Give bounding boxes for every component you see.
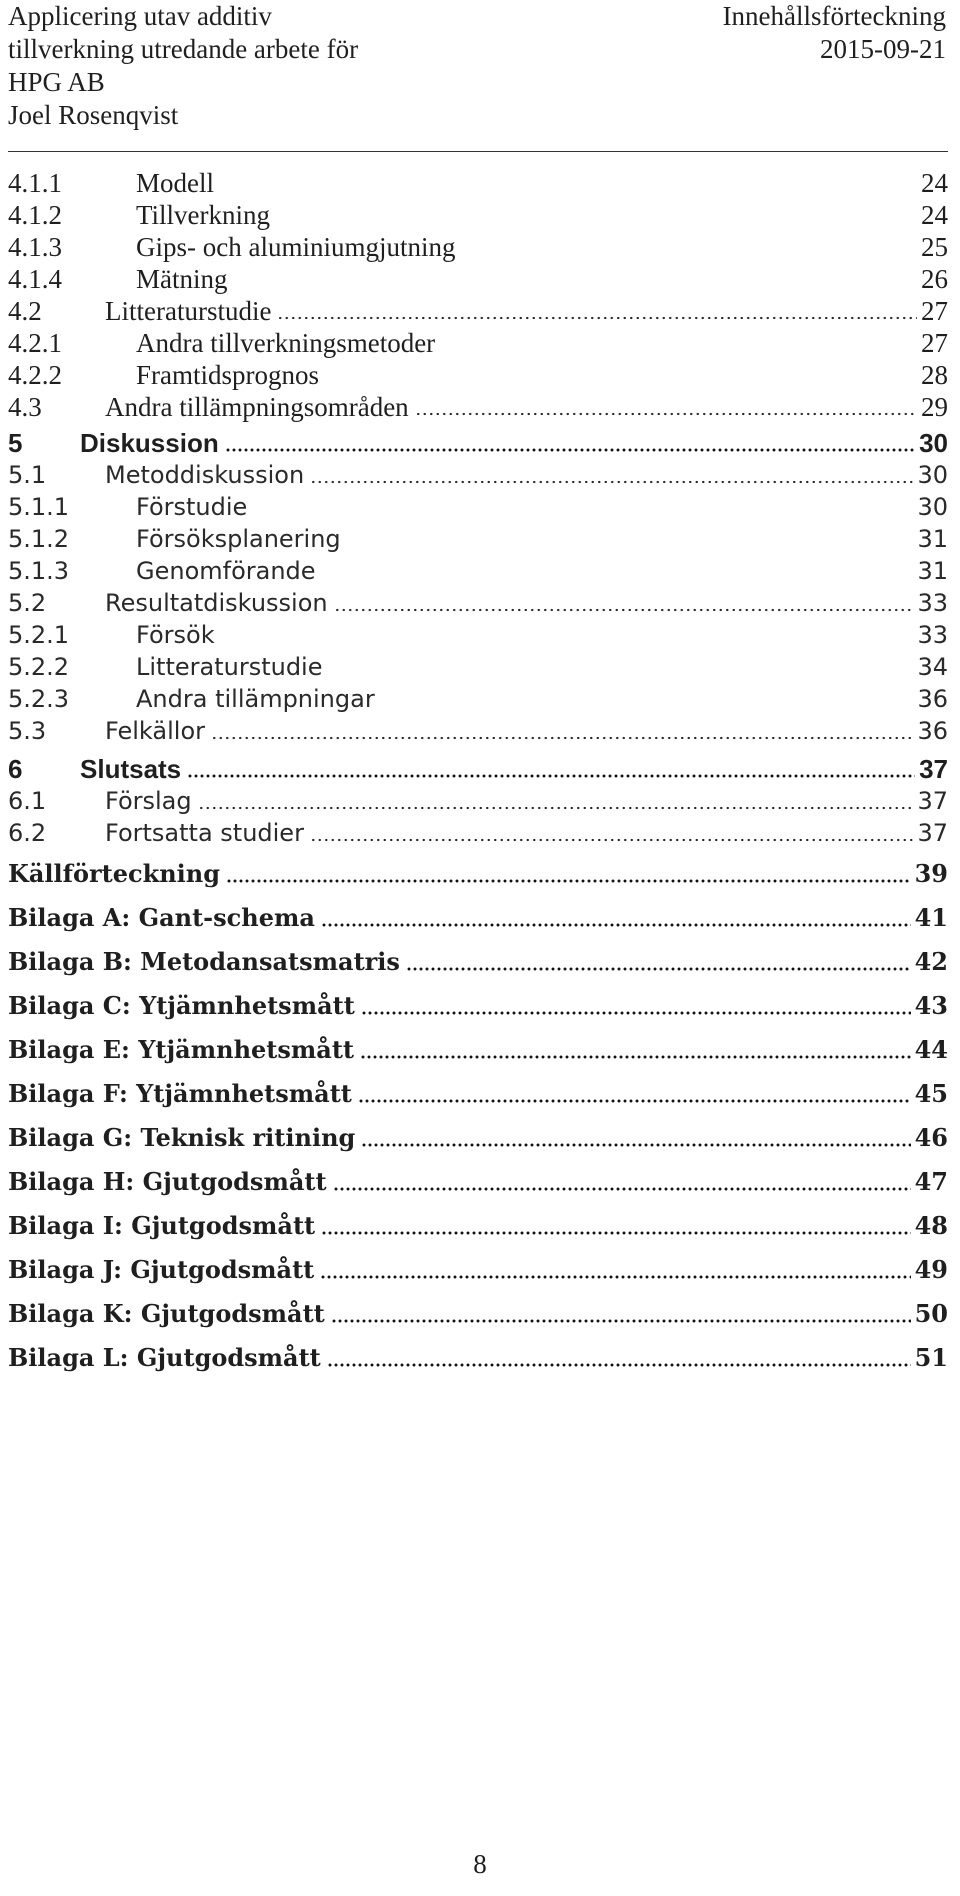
toc-entry-title: Bilaga K: Gjutgodsmått [8,1299,325,1328]
toc-entry-page: 24 [921,168,948,198]
toc-entry-page: 48 [914,1211,948,1240]
toc-entry-page: 30 [917,461,948,489]
toc-entry[interactable] [8,230,948,264]
toc-entry[interactable] [8,522,948,556]
toc-entry-page: 37 [917,787,948,815]
toc-entry[interactable] [8,326,948,360]
toc-entry-title: Försöksplanering [136,525,341,553]
toc-dot-leader [321,1231,910,1235]
toc-entry-page: 33 [917,621,948,649]
toc-entry-number: 4.1.1 [8,168,62,198]
toc-entry[interactable] [8,945,948,979]
running-header [8,0,946,132]
toc-entry-page: 31 [917,525,948,553]
toc-entry-number: 4.2.1 [8,328,62,358]
toc-entry-title: Litteraturstudie [105,296,272,326]
toc-dot-leader [225,448,915,452]
toc-entry[interactable] [8,198,948,232]
toc-entry-title: Andra tillämpningsområden [105,392,409,422]
toc-dot-leader [198,806,914,810]
toc-entry-page: 39 [914,859,948,888]
toc-entry-title: Bilaga H: Gjutgodsmått [8,1167,327,1196]
toc-entry-title: Källförteckning [8,859,221,888]
toc-entry-page: 49 [914,1255,948,1284]
header-doc-title-line-2: tillverkning utredande arbete för [8,34,359,64]
toc-entry[interactable] [8,989,948,1023]
toc-entry-page: 29 [921,392,948,422]
toc-entry-page: 37 [917,819,948,847]
toc-entry[interactable] [8,586,948,620]
toc-dot-leader [320,1275,910,1279]
toc-entry[interactable] [8,1033,948,1067]
toc-entry-page: 42 [914,947,948,976]
toc-entry-page: 46 [914,1123,948,1152]
toc-entry[interactable] [8,390,948,424]
toc-dot-leader [310,838,914,842]
toc-entry-title: Bilaga G: Teknisk ritining [8,1123,356,1152]
toc-dot-leader [211,736,913,740]
toc-entry-number: 5 [8,428,23,458]
header-date: 2015-09-21 [820,34,946,64]
toc-entry[interactable] [8,682,948,716]
toc-entry-title: Bilaga A: Gant-schema [8,903,315,932]
toc-entry-title: Förstudie [136,493,248,521]
toc-entry[interactable] [8,554,948,588]
toc-entry-title: Bilaga C: Ytjämnhetsmått [8,991,355,1020]
toc-entry[interactable] [8,816,948,850]
toc-entry-page: 26 [921,264,948,294]
toc-entry[interactable] [8,1165,948,1199]
toc-entry-title: Bilaga B: Metodansatsmatris [8,947,400,976]
toc-entry-number: 5.2.2 [8,653,70,681]
toc-entry-title: Andra tillämpningar [136,685,375,713]
toc-entry[interactable] [8,1121,948,1155]
toc-dot-leader [321,923,911,927]
toc-entry[interactable] [8,1253,948,1287]
toc-dot-leader [360,1055,911,1059]
toc-entry-title: Genomförande [136,557,316,585]
toc-entry-page: 28 [921,360,948,390]
toc-entry-number: 5.1.1 [8,493,70,521]
toc-entry-title: Framtidsprognos [136,360,320,390]
header-company: HPG AB [8,67,105,97]
toc-entry-title: Mätning [136,264,228,294]
toc-dot-leader [310,480,913,484]
toc-entry[interactable] [8,714,948,748]
toc-entry-page: 51 [914,1343,948,1372]
header-divider [8,151,948,152]
toc-entry-number: 4.2 [8,296,42,326]
toc-entry-page: 45 [914,1079,948,1108]
toc-entry-page: 44 [914,1035,948,1064]
toc-entry-page: 33 [917,589,948,617]
toc-entry-number: 4.2.2 [8,360,62,390]
toc-entry-page: 34 [917,653,948,681]
header-row-3 [8,66,946,99]
toc-entry-page: 30 [917,493,948,521]
toc-entry[interactable] [8,166,948,200]
toc-entry-number: 6 [8,754,23,784]
toc-entry[interactable] [8,901,948,935]
toc-dot-leader [331,1319,911,1323]
header-section-name: Innehållsförteckning [722,1,946,31]
toc-entry[interactable] [8,458,948,492]
header-doc-title-line-1: Applicering utav additiv [8,1,272,31]
toc-entry-title: Bilaga L: Gjutgodsmått [8,1343,321,1372]
toc-entry-page: 36 [917,717,948,745]
toc-entry-title: Felkällor [105,717,205,745]
toc-entry-number: 5.1.2 [8,525,70,553]
toc-entry-number: 5.3 [8,717,47,745]
toc-entry-number: 5.2.1 [8,621,70,649]
toc-dot-leader [334,608,914,612]
toc-entry[interactable] [8,857,948,891]
toc-entry[interactable] [8,650,948,684]
toc-entry-title: Diskussion [80,428,219,458]
toc-entry-title: Modell [136,168,214,198]
toc-dot-leader [277,316,917,320]
toc-entry-title: Gips- och aluminiumgjutning [136,232,456,262]
toc-entry-title: Metoddiskussion [105,461,305,489]
toc-dot-leader [358,1099,911,1103]
toc-entry-page: 41 [914,903,948,932]
toc-dot-leader [333,1187,911,1191]
toc-entry-title: Bilaga J: Gjutgodsmått [8,1255,315,1284]
toc-dot-leader [187,774,915,778]
toc-entry-number: 4.1.3 [8,232,62,262]
toc-entry-page: 24 [921,200,948,230]
page-number: 8 [473,1849,487,1879]
toc-entry-title: Försök [136,621,215,649]
toc-entry[interactable] [8,1209,948,1243]
toc-entry[interactable] [8,784,948,818]
toc-entry[interactable] [8,752,948,786]
toc-entry-number: 5.1 [8,461,47,489]
toc-dot-leader [361,1011,911,1015]
toc-entry-page: 47 [914,1167,948,1196]
toc-entry-title: Litteraturstudie [136,653,323,681]
toc-entry-page: 27 [921,328,948,358]
toc-entry[interactable] [8,618,948,652]
toc-entry[interactable] [8,426,948,460]
toc-dot-leader [406,967,911,971]
header-row-2 [8,33,946,66]
toc-entry-number: 4.1.2 [8,200,62,230]
toc-entry-title: Andra tillverkningsmetoder [136,328,436,358]
toc-entry[interactable] [8,490,948,524]
toc-entry-number: 4.1.4 [8,264,62,294]
toc-entry-title: Fortsatta studier [105,819,304,847]
toc-entry-title: Bilaga F: Ytjämnhetsmått [8,1079,352,1108]
toc-entry-title: Förslag [105,787,192,815]
toc-entry[interactable] [8,262,948,296]
toc-entry-title: Slutsats [80,754,182,784]
toc-dot-leader [327,1363,911,1367]
toc-entry[interactable] [8,294,948,328]
toc-dot-leader [415,412,917,416]
toc-entry-page: 27 [921,296,948,326]
toc-entry-title: Bilaga E: Ytjämnhetsmått [8,1035,354,1064]
header-row-1 [8,0,946,33]
header-author: Joel Rosenqvist [8,100,179,130]
toc-entry-page: 50 [914,1299,948,1328]
toc-entry-number: 6.2 [8,819,47,847]
toc-entry-number: 4.3 [8,392,42,422]
header-row-4 [8,99,946,132]
toc-entry-title: Bilaga I: Gjutgodsmått [8,1211,316,1240]
toc-entry-title: Resultatdiskussion [105,589,328,617]
toc-entry-title: Tillverkning [136,200,271,230]
toc-entry-page: 43 [914,991,948,1020]
toc-entry[interactable] [8,358,948,392]
toc-entry-page: 36 [917,685,948,713]
toc-entry[interactable] [8,1297,948,1331]
toc-entry-number: 6.1 [8,787,47,815]
toc-entry[interactable] [8,1341,948,1375]
toc-entry-number: 5.2 [8,589,47,617]
toc-entry-page: 25 [921,232,948,262]
toc-entry-page: 31 [917,557,948,585]
toc-entry[interactable] [8,1077,948,1111]
toc-entry-page: 30 [919,428,948,458]
toc-entry-number: 5.2.3 [8,685,70,713]
toc-dot-leader [226,879,911,883]
toc-dot-leader [361,1143,910,1147]
toc-entry-page: 37 [919,754,948,784]
toc-entry-number: 5.1.3 [8,557,70,585]
